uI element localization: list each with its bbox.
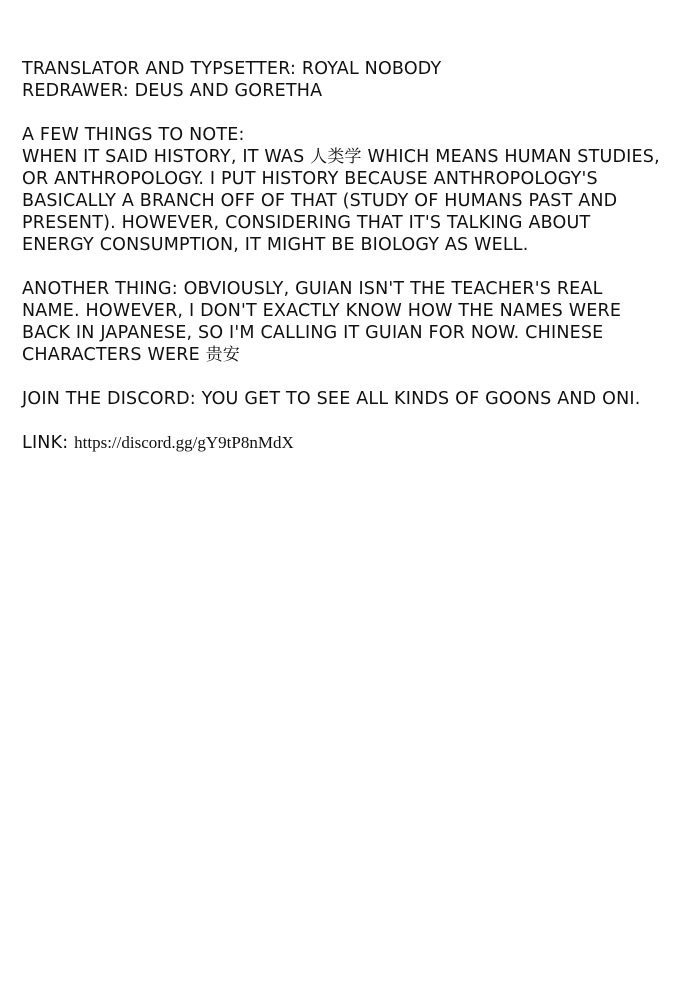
guian-note-text: ANOTHER THING: OBVIOUSLY, GUIAN ISN'T THE TEACHER'S REAL NAME. HOWEVER, I DON'T EXACTLY KNOW HOW THE NAMES WERE BACK IN JAPANESE, SO I'M CALLING IT GUIAN FOR NOW. CHINESE CHARACTERS WERE	[22, 279, 622, 365]
link-label: LINK:	[22, 433, 69, 453]
discord-link[interactable]: https://discord.gg/gY9tP8nMdX	[74, 433, 294, 452]
history-chinese-term: 人类学	[310, 147, 362, 167]
guian-chinese-characters: 贵安	[205, 345, 241, 365]
spacer	[22, 256, 662, 278]
translator-credit: TRANSLATOR AND TYPSETTER: ROYAL NOBODY	[22, 59, 442, 79]
redrawer-credit: REDRAWER: DEUS AND GORETHA	[22, 81, 323, 101]
history-note-text: WHEN IT SAID HISTORY, IT WAS	[22, 147, 305, 167]
spacer	[22, 410, 662, 432]
guian-note	[22, 278, 662, 366]
notes-heading: A FEW THINGS TO NOTE:	[22, 125, 245, 145]
discord-link-line	[22, 432, 662, 454]
history-note	[22, 146, 662, 256]
discord-invite: JOIN THE DISCORD: YOU GET TO SEE ALL KINDS OF GOONS AND ONI.	[22, 389, 641, 409]
history-note-continued: WHICH MEANS HUMAN STUDIES, OR ANTHROPOLOGY. I PUT HISTORY BECAUSE ANTHROPOLOGY'S BASICALLY A BRANCH OFF OF THAT (STUDY OF HUMANS PAST AND PRESENT). HOWEVER, CONSIDERING THAT IT'S TALKING ABOUT ENERGY CONSUMPTION, IT MIGHT BE BIOLOGY AS WELL.	[22, 147, 660, 255]
notes-block	[22, 58, 662, 454]
spacer	[22, 366, 662, 388]
spacer	[22, 102, 662, 124]
